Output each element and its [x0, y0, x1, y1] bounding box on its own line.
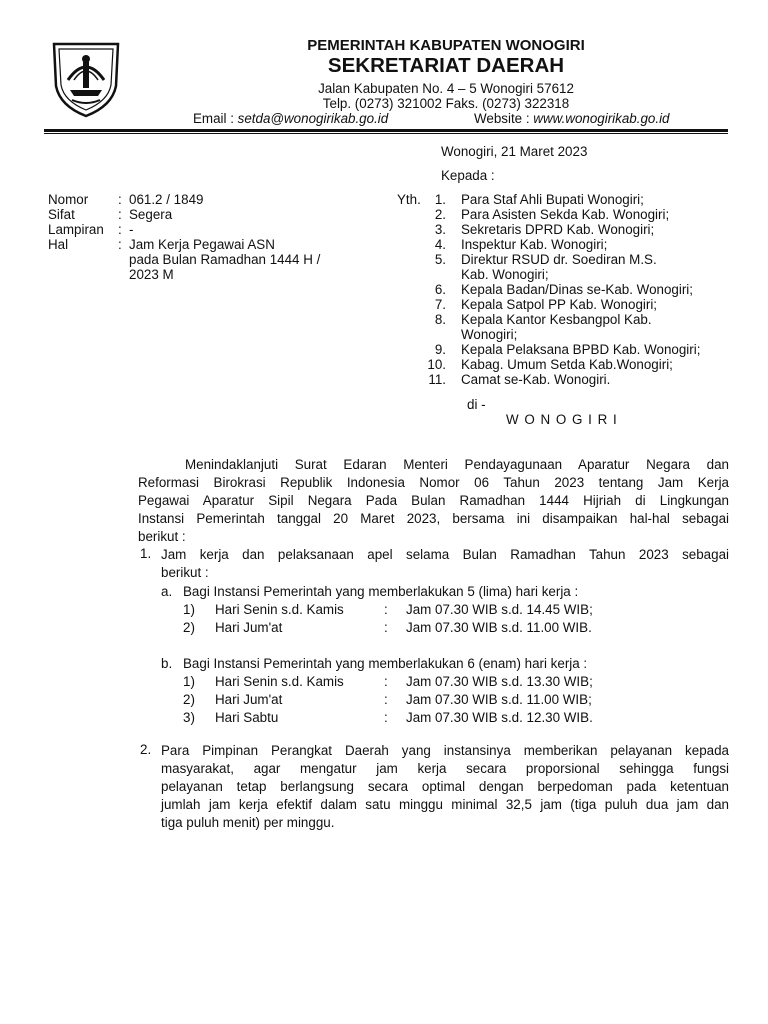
letter-date: Wonogiri, 21 Maret 2023: [441, 144, 588, 159]
intro-line: Pegawai Aparatur Sipil Negara Pada Bulan Ramadhan 1444 Hijriah di Lingkungan: [138, 493, 729, 508]
meta-label-nomor: Nomor: [48, 192, 89, 207]
point-2-number: 2.: [140, 742, 152, 757]
meta-colon: :: [118, 207, 122, 222]
office-email: [193, 111, 388, 126]
schedule-row-number: 2): [183, 692, 195, 707]
recipient-item: Para Asisten Sekda Kab. Wonogiri;: [461, 207, 670, 222]
office-website: [474, 111, 670, 126]
recipient-number: 3.: [434, 222, 446, 237]
office-phone-fax: Telp. (0273) 321002 Faks. (0273) 322318: [322, 96, 570, 111]
recipient-number: 2.: [434, 207, 446, 222]
office-name: SEKRETARIAT DAERAH: [327, 54, 565, 77]
schedule-colon: :: [384, 710, 388, 725]
schedule-row-number: 2): [183, 620, 195, 635]
letterhead-rule-thin: [44, 133, 728, 134]
schedule-row-number: 3): [183, 710, 195, 725]
recipient-item: Kepala Badan/Dinas se-Kab. Wonogiri;: [461, 282, 693, 297]
schedule-time: Jam 07.30 WIB s.d. 11.00 WIB;: [406, 692, 592, 707]
recipient-item: Para Staf Ahli Bupati Wonogiri;: [461, 192, 644, 207]
schedule-colon: :: [384, 620, 388, 635]
recipient-number: 1.: [434, 192, 446, 207]
recipient-item: Direktur RSUD dr. Soediran M.S.: [461, 252, 657, 267]
recipient-item-cont: Kab. Wonogiri;: [461, 267, 549, 282]
meta-value-lampiran: -: [129, 222, 134, 237]
recipient-item: Kepala Satpol PP Kab. Wonogiri;: [461, 297, 658, 312]
meta-colon: :: [118, 222, 122, 237]
schedule-day: Hari Sabtu: [215, 710, 279, 725]
website-label: Website :: [474, 111, 534, 126]
subpoint-a-letter: a.: [161, 584, 173, 599]
recipient-number: 9.: [434, 342, 446, 357]
schedule-time: Jam 07.30 WIB s.d. 12.30 WIB.: [406, 710, 593, 725]
intro-paragraph: [138, 456, 729, 546]
intro-line: berikut :: [138, 529, 186, 544]
recipient-number: 8.: [434, 312, 446, 327]
point-1-text: [161, 546, 729, 582]
meta-value-sifat: Segera: [129, 207, 173, 222]
email-address[interactable]: setda@wonogirikab.go.id: [237, 111, 389, 126]
schedule-time: Jam 07.30 WIB s.d. 14.45 WIB;: [406, 602, 593, 617]
meta-colon: :: [118, 192, 122, 207]
recipient-item: Inspektur Kab. Wonogiri;: [461, 237, 608, 252]
point-2-line: pelayanan tetap berlangsung secara optimal dengan berpedoman pada ketentuan: [161, 779, 729, 794]
meta-label-hal: Hal: [48, 237, 69, 252]
letterhead-rule-thick: [44, 129, 728, 132]
website-url[interactable]: www.wonogirikab.go.id: [533, 111, 670, 126]
meta-value-hal: Jam Kerja Pegawai ASN: [129, 237, 275, 252]
schedule-day: Hari Jum'at: [215, 620, 283, 635]
meta-value-hal-cont: pada Bulan Ramadhan 1444 H /: [129, 252, 321, 267]
recipient-number: 6.: [434, 282, 446, 297]
yth-label: Yth.: [397, 192, 421, 207]
point-1-number: 1.: [140, 546, 152, 561]
recipient-number: 7.: [434, 297, 446, 312]
recipient-item: Camat se-Kab. Wonogiri.: [461, 372, 611, 387]
recipient-item: Kepala Kantor Kesbangpol Kab.: [461, 312, 652, 327]
meta-colon: :: [118, 237, 122, 252]
email-label: Email :: [193, 111, 238, 126]
subpoint-b-letter: b.: [161, 656, 173, 671]
recipient-number: 5.: [434, 252, 446, 267]
schedule-colon: :: [384, 692, 388, 707]
destination-city: W O N O G I R I: [506, 412, 618, 427]
intro-line: Instansi Pemerintah tanggal 20 Maret 2023, bersama ini disampaikan hal-hal sebagai: [138, 511, 729, 526]
schedule-day: Hari Jum'at: [215, 692, 283, 707]
intro-line: Reformasi Birokrasi Republik Indonesia Nomor 06 Tahun 2023 tentang Jam Kerja: [138, 475, 729, 490]
government-name: PEMERINTAH KABUPATEN WONOGIRI: [307, 37, 585, 54]
point-2-line: Para Pimpinan Perangkat Daerah yang instansinya memberikan pelayanan kepada: [161, 743, 729, 758]
meta-value-nomor: 061.2 / 1849: [129, 192, 204, 207]
recipient-item: Sekretaris DPRD Kab. Wonogiri;: [461, 222, 655, 237]
point-2-line: jumlah jam kerja efektif dalam satu minggu minimal 32,5 jam (tiga puluh dua jam dan: [161, 797, 729, 812]
office-address: Jalan Kabupaten No. 4 – 5 Wonogiri 57612: [318, 81, 574, 96]
schedule-row-number: 1): [183, 674, 195, 689]
point-2-line: masyarakat, agar mengatur jam kerja secara proporsional sehingga fungsi: [161, 761, 729, 776]
schedule-day: Hari Senin s.d. Kamis: [215, 602, 344, 617]
point-1-line: Jam kerja dan pelaksanaan apel selama Bulan Ramadhan Tahun 2023 sebagai: [161, 547, 729, 562]
meta-label-lampiran: Lampiran: [48, 222, 104, 237]
kepada-label: Kepada :: [441, 168, 495, 183]
schedule-colon: :: [384, 602, 388, 617]
di-label: di -: [467, 397, 486, 412]
schedule-time: Jam 07.30 WIB s.d. 13.30 WIB;: [406, 674, 593, 689]
point-2-line: tiga puluh menit) per minggu.: [161, 815, 335, 830]
schedule-colon: :: [384, 674, 388, 689]
recipient-number: 11.: [428, 372, 446, 387]
recipient-number: 4.: [434, 237, 446, 252]
point-1-line: berikut :: [161, 565, 209, 580]
recipient-item: Kepala Pelaksana BPBD Kab. Wonogiri;: [461, 342, 701, 357]
schedule-time: Jam 07.30 WIB s.d. 11.00 WIB.: [406, 620, 592, 635]
schedule-row-number: 1): [183, 602, 195, 617]
schedule-day: Hari Senin s.d. Kamis: [215, 674, 344, 689]
meta-value-hal-cont: 2023 M: [129, 267, 174, 282]
intro-line: Menindaklanjuti Surat Edaran Menteri Pendayagunaan Aparatur Negara dan: [185, 457, 729, 472]
recipient-item-cont: Wonogiri;: [461, 327, 518, 342]
subpoint-b-title: Bagi Instansi Pemerintah yang memberlakukan 6 (enam) hari kerja :: [183, 656, 588, 671]
subpoint-a-title: Bagi Instansi Pemerintah yang memberlakukan 5 (lima) hari kerja :: [183, 584, 579, 599]
recipient-number: 10.: [427, 357, 446, 372]
meta-label-sifat: Sifat: [48, 207, 75, 222]
point-2-text: [161, 742, 729, 832]
recipient-item: Kabag. Umum Setda Kab.Wonogiri;: [461, 357, 673, 372]
